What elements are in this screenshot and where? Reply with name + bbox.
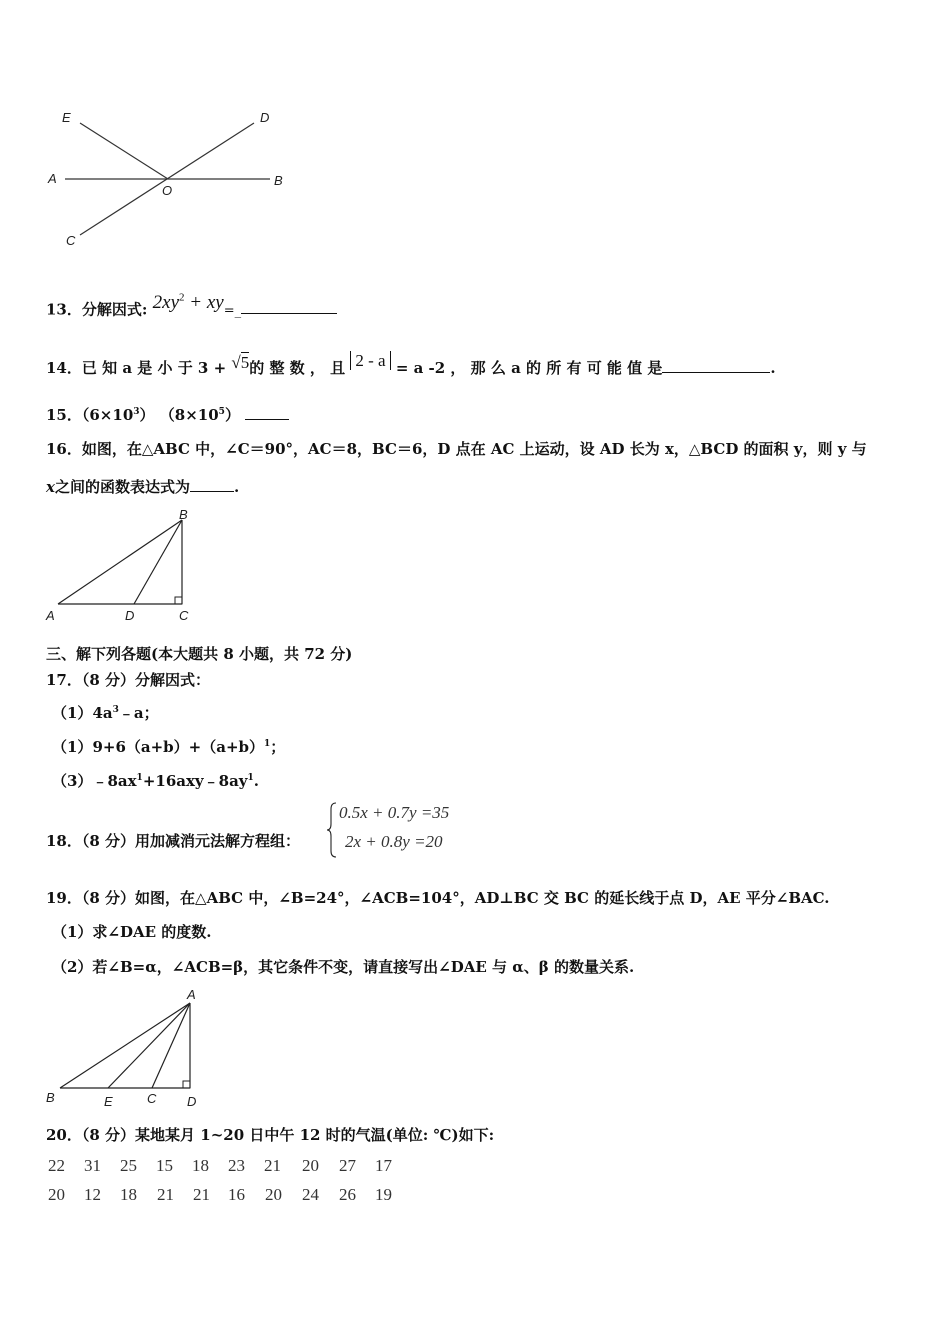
figure-triangle-abc <box>40 508 210 626</box>
label-c: C <box>66 233 76 248</box>
question-16 <box>46 438 867 459</box>
question-15 <box>46 404 289 425</box>
temp-cell: 21 <box>157 1185 174 1204</box>
temp-cell: 20 <box>48 1185 65 1204</box>
q15-factor2: $(8\times 10^5)$ <box>159 406 240 424</box>
q13-expression: $2xy^2$ + xy <box>152 292 224 314</box>
q18-equation-system <box>326 801 486 859</box>
temp-cell: 26 <box>339 1185 356 1204</box>
side-ab <box>58 520 182 604</box>
segment-bd <box>134 520 182 604</box>
question-18: 18．（8 分）用加减消元法解方程组： <box>46 832 301 850</box>
temp-cell: 17 <box>375 1156 392 1175</box>
q13-number: 13． <box>46 300 82 319</box>
q18-equation-2: 2x + 0.8y =20 <box>345 832 443 851</box>
q15-factor1: $(6\times 10^3)$ <box>81 406 155 424</box>
question-14: 14．已 知 a 是 小 于 3 + √5的 整 数 ， 且 2 - a = a -2 ， 那 么 a 的 所 有 可 能 值 是 . <box>46 351 776 377</box>
q14-abs: 2 - a <box>350 351 390 370</box>
label-d: D <box>260 110 270 125</box>
temp-cell: 19 <box>375 1185 392 1204</box>
label-b: B <box>179 508 188 522</box>
q15-number: 15． <box>46 406 82 424</box>
right-angle-mark <box>183 1081 190 1088</box>
label-e: E <box>104 1094 113 1109</box>
label-a: A <box>46 608 55 623</box>
temp-cell: 31 <box>84 1156 101 1175</box>
q16-answer-blank[interactable] <box>190 490 234 492</box>
label-c: C <box>147 1091 157 1106</box>
temp-cell: 16 <box>228 1185 245 1204</box>
label-e: E <box>62 110 71 125</box>
label-d: D <box>187 1094 197 1109</box>
label-d: D <box>125 608 135 623</box>
question-20: 20．（8 分）某地某月 1~20 日中午 12 时的气温(单位: ℃)如下: <box>46 1126 495 1144</box>
q13-equals: =_ <box>223 303 242 319</box>
temp-cell: 25 <box>120 1156 137 1175</box>
q16-line1: 如图，在△ABC 中，∠C＝90°，AC＝8，BC＝6，D 点在 AC 上运动，设 AD 长为 x，△BCD 的面积 y，则 y 与 <box>81 440 867 458</box>
q14-text2: 的 整 数 ， 且 <box>249 359 346 377</box>
q18-equation-1: 0.5x + 0.7y =35 <box>339 803 450 822</box>
figure-intersecting-lines <box>40 105 300 255</box>
temp-cell: 24 <box>302 1185 319 1204</box>
question-19: 19．（8 分）如图，在△ABC 中，∠B=24°，∠ACB=104°，AD⊥BC 交 BC 的延长线于点 D，AE 平分∠BAC. <box>46 889 830 907</box>
q14-text1: 已 知 a 是 小 于 3 + <box>81 359 227 377</box>
temp-cell: 21 <box>264 1156 281 1175</box>
q14-sqrt: √5 <box>231 353 250 372</box>
label-b: B <box>46 1090 55 1105</box>
temp-cell: 23 <box>228 1156 245 1175</box>
question-17: 17．（8 分）分解因式： <box>46 671 211 689</box>
temp-cell: 21 <box>193 1185 210 1204</box>
label-o: O <box>162 183 173 198</box>
temperature-table <box>0 1156 420 1216</box>
question-16-line2: x之间的函数表达式为 . <box>46 478 240 496</box>
temp-cell: 12 <box>84 1185 101 1204</box>
q13-answer-blank[interactable] <box>241 312 337 314</box>
temp-cell: 20 <box>265 1185 282 1204</box>
segment-ae <box>108 1003 190 1088</box>
q17-part-1: $(1)4a^3﹣a$； <box>52 704 159 722</box>
label-c: C <box>179 608 189 623</box>
q17-part-3: $(3)﹣8ax^1+16axy﹣8ay^1$. <box>52 772 260 790</box>
q19-part-2: （2）若∠B=α，∠ACB=β，其它条件不变，请直接写出∠DAE 与 α、β 的数量关系. <box>52 958 635 976</box>
figure-triangle-abd <box>40 985 220 1113</box>
right-angle-mark <box>175 597 182 604</box>
temp-cell: 22 <box>48 1156 65 1175</box>
label-b: B <box>274 173 283 188</box>
q14-answer-blank[interactable] <box>662 371 770 373</box>
q14-number: 14． <box>46 359 82 377</box>
label-a: A <box>187 987 196 1002</box>
question-13 <box>46 292 337 320</box>
q15-answer-blank[interactable] <box>245 418 289 420</box>
q19-part-1: （1）求∠DAE 的度数. <box>52 923 212 941</box>
q14-text3: = a -2 ， 那 么 a 的 所 有 可 能 值 是 <box>395 359 663 377</box>
q16-number: 16． <box>46 440 82 458</box>
temp-cell: 18 <box>192 1156 209 1175</box>
q13-text: 分解因式: <box>81 300 148 319</box>
q17-part-2: $(1)9+6(a+b)+(a+b)^1$； <box>52 738 286 756</box>
temp-cell: 27 <box>339 1156 356 1175</box>
temp-cell: 18 <box>120 1185 137 1204</box>
temp-cell: 20 <box>302 1156 319 1175</box>
brace-icon <box>326 801 338 859</box>
label-a: A <box>48 171 57 186</box>
temp-cell: 15 <box>156 1156 173 1175</box>
line-eo <box>80 123 168 179</box>
section-3-title: 三、解下列各题(本大题共 8 小题，共 72 分) <box>46 645 353 663</box>
